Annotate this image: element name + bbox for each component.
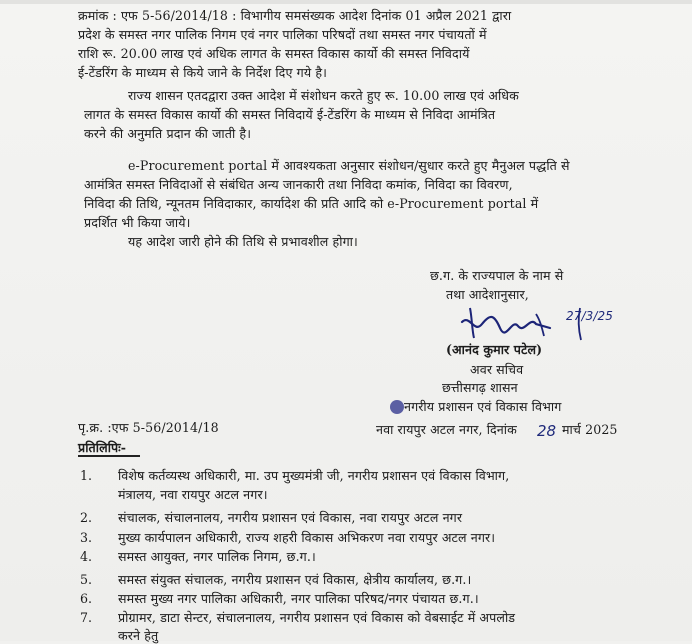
copy-num-5: 5. <box>80 572 93 587</box>
copy-num-1: 1. <box>80 468 93 483</box>
copy-item-6: समस्त मुख्य नगर पालिका अधिकारी, नगर पालिका परिषद/नगर पंचायत छ.ग.। <box>118 591 479 606</box>
para3-line1: e-Procurement portal में आवश्यकता अनुसार संशोधन/सुधार करते हुए मैनुअल पद्धति से <box>128 158 570 173</box>
sign-line1: छ.ग. के राज्यपाल के नाम से <box>430 268 564 283</box>
month-year: मार्च 2025 <box>562 422 618 437</box>
copy-num-6: 6. <box>80 591 93 606</box>
sign-line2: तथा आदेशानुसार, <box>446 287 529 302</box>
signature-date: 27/3/25 <box>566 309 613 323</box>
para3-line4: प्रदर्शित भी किया जाये। <box>84 215 191 230</box>
department-name: नगरीय प्रशासन एवं विकास विभाग <box>404 399 562 414</box>
para2-line3: करने की अनुमति प्रदान की जाती है। <box>84 126 252 141</box>
copy-num-3: 3. <box>80 530 93 545</box>
copy-item-1-line2: मंत्रालय, नवा रायपुर अटल नगर। <box>118 487 268 502</box>
para3-line2: आमंत्रित समस्त निविदाओं से संबंधित अन्य जानकारी तथा निविदा कमांक, निविदा का विवरण, <box>84 177 513 192</box>
para2-line1: राज्य शासन एतदद्वारा उक्त आदेश में संशोधन करते हुए रू. 10.00 लाख एवं अधिक <box>128 88 519 103</box>
copy-heading: प्रतिलिपिः- <box>78 440 127 455</box>
para1-line1: क्रमांक : एफ 5-56/2014/18 : विभागीय समसंख्यक आदेश दिनांक 01 अप्रैल 2021 द्वारा <box>78 8 512 23</box>
seal-mark <box>390 400 404 414</box>
copy-item-1-line1: विशेष कर्तव्यस्थ अधिकारी, मा. उप मुख्यमंत्री जी, नगरीय प्रशासन एवं विकास विभाग, <box>118 468 510 483</box>
para4: यह आदेश जारी होने की तिथि से प्रभावशील होगा। <box>128 234 358 249</box>
copy-item-3: मुख्य कार्यपालन अधिकारी, राज्य शहरी विकास अभिकरण नवा रायपुर अटल नगर। <box>118 530 496 545</box>
copy-num-2: 2. <box>80 510 93 525</box>
copy-item-5: समस्त संयुक्त संचालक, नगरीय प्रशासन एवं विकास, क्षेत्रीय कार्यालय, छ.ग.। <box>118 572 472 587</box>
para3-line3: निविदा की तिथि, न्यूनतम निविदाकार, कार्यादेश की प्रति आदि को e-Procurement portal में <box>84 196 539 211</box>
copy-item-4: समस्त आयुक्त, नगर पालिक निगम, छ.ग.। <box>118 549 316 564</box>
para1-line4: ई-टेंडरिंग के माध्यम से किये जाने के निर्देश दिए गये है। <box>78 65 327 80</box>
copy-num-7: 7. <box>80 610 93 625</box>
copy-heading-underline <box>78 455 140 457</box>
government-name: छत्तीसगढ़ शासन <box>442 380 518 395</box>
copy-item-7-line2: करने हेतु <box>118 628 159 643</box>
place-date: नवा रायपुर अटल नगर, दिनांक <box>376 422 517 437</box>
top-edge <box>0 0 692 4</box>
handwritten-day: 28 <box>537 422 557 440</box>
officer-designation: अवर सचिव <box>470 362 524 377</box>
para1-line3: राशि रू. 20.00 लाख एवं अधिक लागत के समस्त विकास कार्यो की समस्त निविदायें <box>78 46 470 61</box>
officer-name: (आनंद कुमार पटेल) <box>446 342 543 357</box>
para1-line2: प्रदेश के समस्त नगर पालिक निगम एवं नगर पालिका परिषदों तथा समस्त नगर पंचायतों में <box>78 27 487 42</box>
copy-item-2: संचालक, संचालनालय, नगरीय प्रशासन एवं विकास, नवा रायपुर अटल नगर <box>118 510 463 525</box>
copy-num-4: 4. <box>80 549 93 564</box>
para2-line2: लागत के समस्त विकास कार्यो की समस्त निविदायें ई-टेंडरिंग के माध्यम से निविदा आमंत्रित <box>84 107 496 122</box>
copy-item-7-line1: प्रोग्रामर, डाटा सेन्टर, संचालनालय, नगरीय प्रशासन एवं विकास को वेबसाईट में अपलोड <box>118 610 516 625</box>
reference-number: पृ.क्र. :एफ 5-56/2014/18 <box>78 420 219 435</box>
